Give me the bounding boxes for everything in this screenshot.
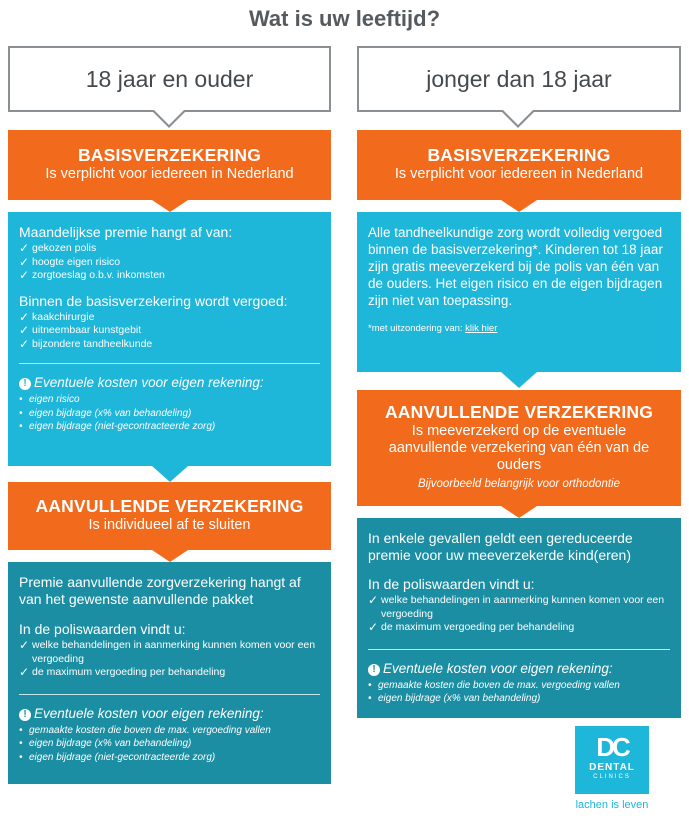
check-icon: ✓ — [368, 593, 379, 607]
left-basis-panel — [8, 212, 331, 466]
klik-hier-link[interactable]: klik hier — [465, 323, 498, 334]
left-basis-arrow — [152, 200, 188, 212]
list-item: • eigen bijdrage (niet-gecontracteerde zorg) — [19, 751, 320, 765]
right-aanvullend-costs-heading: ! Eventuele kosten voor eigen rekening: — [368, 660, 670, 677]
left-aanvullend-costs-heading: ! Eventuele kosten voor eigen rekening: — [19, 705, 320, 722]
left-covered-heading: Binnen de basisverzekering wordt vergoed: — [19, 292, 288, 309]
left-aanvullend-panel — [8, 562, 331, 784]
divider — [19, 363, 320, 364]
right-basis-panel-arrow — [501, 372, 537, 388]
divider — [19, 694, 320, 695]
check-icon: ✓ — [19, 241, 30, 255]
exclamation-icon: ! — [19, 709, 31, 721]
choice-adult-tail-fill — [154, 110, 184, 125]
logo-tagline: lachen is leven — [575, 799, 649, 811]
check-icon: ✓ — [368, 620, 379, 634]
left-aanvullend-banner — [8, 482, 331, 550]
list-item: ✓ bijzondere tandheelkunde — [19, 336, 153, 351]
right-aanvullend-intro: In enkele gevallen geldt een gereduceerde premie voor uw meeverzekerde kind(eren) — [368, 530, 633, 563]
left-aanvullend-arrow — [152, 550, 188, 562]
check-icon: ✓ — [19, 254, 30, 269]
right-aanvullend-subtitle: Is meeverzekerd op de eventuele aanvullende verzekering van één van de ouders — [388, 423, 650, 473]
list-item: ✓ welke behandelingen in aanmerking kunnen komen voor een vergoeding — [368, 593, 665, 620]
logo-mark: DC — [596, 732, 628, 762]
check-icon: ✓ — [19, 268, 30, 282]
left-basis-costs-list — [19, 393, 320, 434]
choice-adult[interactable]: 18 jaar en ouder — [8, 46, 331, 112]
right-aanvullend-heading: AANVULLENDE VERZEKERING — [384, 402, 654, 422]
left-policy-list — [19, 639, 320, 680]
left-basis-banner — [8, 130, 331, 200]
dental-clinics-logo[interactable] — [575, 726, 649, 794]
logo-name: DENTAL — [589, 762, 635, 773]
right-aanvullend-banner — [357, 390, 681, 506]
check-icon: ✓ — [19, 638, 30, 652]
list-item: ✓ welke behandelingen in aanmerking kunnen komen voor een vergoeding — [19, 638, 316, 665]
left-aanvullend-intro: Premie aanvullende zorgverzekering hangt af van het gewenste aanvullende pakket — [19, 574, 301, 607]
right-basis-subtitle: Is verplicht voor iedereen in Nederland — [394, 166, 644, 182]
list-item: • gemaakte kosten die boven de max. vergoeding vallen — [19, 724, 320, 738]
left-basis-subtitle: Is verplicht voor iedereen in Nederland — [45, 166, 294, 182]
left-covered-list — [19, 311, 320, 352]
right-basis-panel — [357, 212, 681, 372]
right-aanvullend-panel — [357, 518, 681, 718]
left-premium-list — [19, 242, 320, 283]
right-aanvullend-costs-list — [368, 679, 670, 706]
left-aanvullend-heading: AANVULLENDE VERZEKERING — [35, 496, 304, 516]
left-basis-costs-heading: ! Eventuele kosten voor eigen rekening: — [19, 374, 320, 391]
exclamation-icon: ! — [368, 664, 380, 676]
check-icon: ✓ — [19, 323, 30, 337]
divider — [368, 649, 670, 650]
right-policy-heading: In de poliswaarden vindt u: — [368, 576, 535, 592]
right-policy-list — [368, 594, 670, 635]
list-item: ✓ zorgtoeslag o.b.v. inkomsten — [19, 268, 165, 282]
list-item: ✓ de maximum vergoeding per behandeling — [19, 665, 226, 679]
list-item: • eigen bijdrage (x% van behandeling) — [19, 737, 320, 751]
right-basis-heading: BASISVERZEKERING — [427, 145, 611, 165]
list-item: ✓ kaakchirurgie — [19, 309, 95, 324]
list-item: ✓ uitneembaar kunstgebit — [19, 323, 142, 337]
check-icon: ✓ — [19, 309, 30, 324]
check-icon: ✓ — [19, 336, 30, 351]
left-policy-heading: In de poliswaarden vindt u: — [19, 621, 186, 637]
left-premium-heading: Maandelijkse premie hangt af van: — [19, 224, 233, 240]
check-icon: ✓ — [19, 665, 30, 679]
list-item: • gemaakte kosten die boven de max. vergoeding vallen — [368, 679, 670, 693]
right-aanvullend-arrow — [501, 506, 537, 518]
list-item: • eigen risico — [19, 393, 320, 407]
choice-minor[interactable]: jonger dan 18 jaar — [357, 46, 681, 112]
list-item: ✓ hoogte eigen risico — [19, 254, 121, 269]
logo-sub: CLINICS — [593, 774, 631, 780]
left-aanvullend-costs-list — [19, 724, 320, 765]
list-item: ✓ gekozen polis — [19, 241, 97, 255]
list-item: ✓ de maximum vergoeding per behandeling — [368, 620, 575, 634]
choice-minor-tail-fill — [503, 110, 533, 125]
right-aanvullend-note: Bijvoorbeeld belangrijk voor orthodontie — [417, 478, 620, 490]
right-basis-arrow — [501, 200, 537, 212]
list-item: • eigen bijdrage (niet-gecontracteerde zorg) — [19, 420, 320, 434]
left-aanvullend-subtitle: Is individueel af te sluiten — [88, 517, 251, 533]
right-basis-footnote: *met uitzondering van: klik hier — [368, 323, 498, 334]
list-item: • eigen bijdrage (x% van behandeling) — [19, 407, 320, 421]
page-title: Wat is uw leeftijd? — [248, 6, 441, 31]
left-basis-heading: BASISVERZEKERING — [77, 145, 262, 165]
list-item: • eigen bijdrage (x% van behandeling) — [368, 692, 670, 706]
right-basis-text: Alle tandheelkundige zorg wordt volledig vergoed binnen de basisverzekering*. Kinderen tot 18 jaar zijn gratis meeverzekerd bij de polis van één van de ouders. Het eigen risico en de eigen bijdragen zijn niet van toepassing. — [368, 225, 663, 308]
right-basis-banner — [357, 130, 681, 200]
left-basis-panel-arrow — [152, 466, 188, 482]
exclamation-icon: ! — [19, 378, 31, 390]
